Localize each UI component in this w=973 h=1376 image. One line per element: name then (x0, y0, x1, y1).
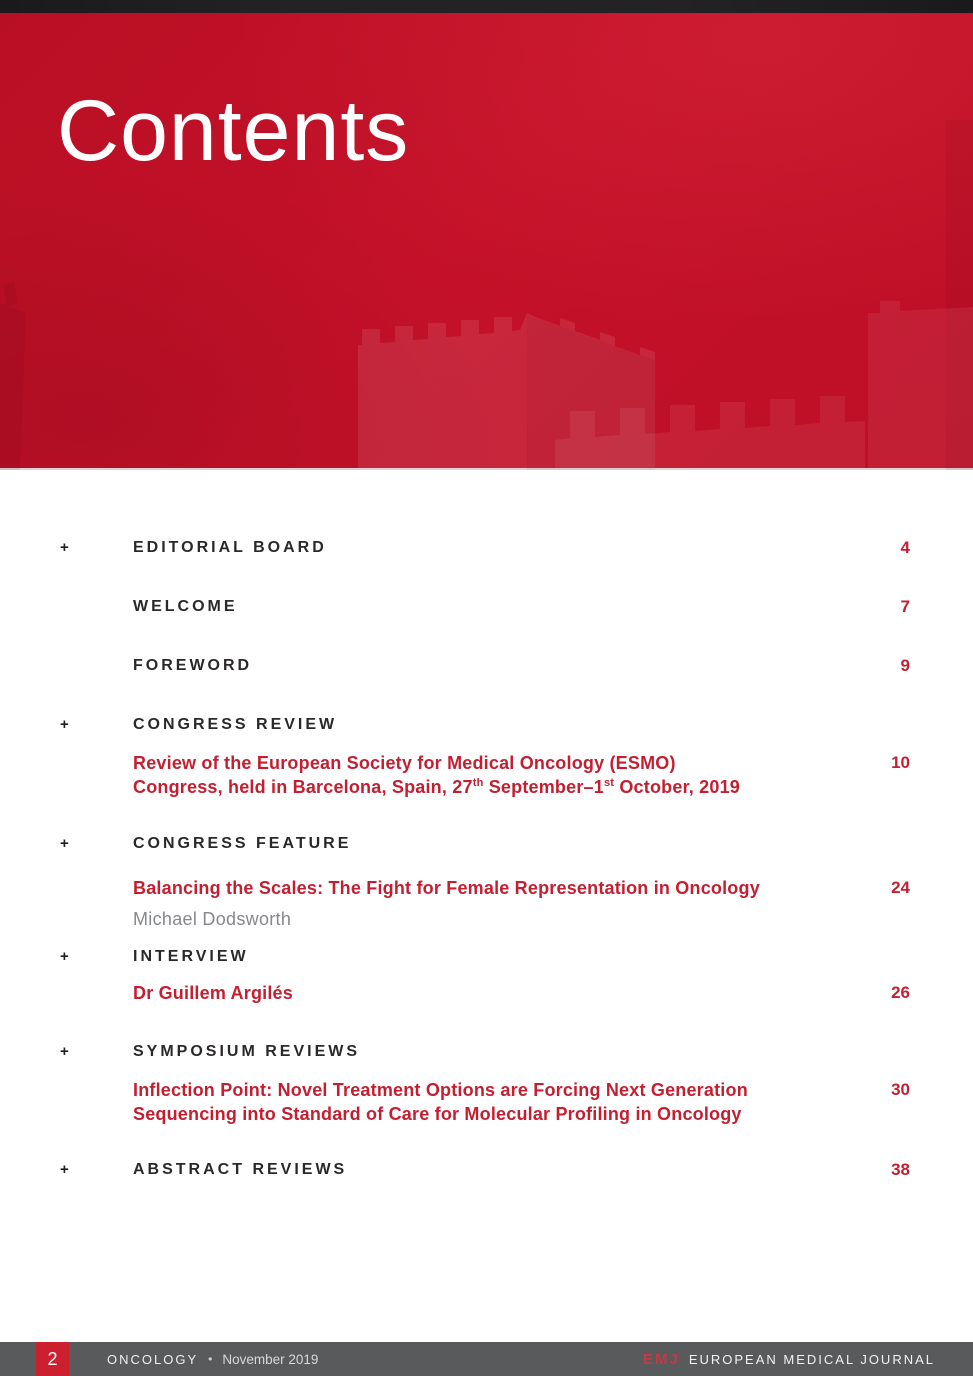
toc-author (133, 907, 880, 931)
footer-brand (643, 1351, 935, 1368)
section-title: WELCOME (133, 598, 238, 615)
section-title: SYMPOSIUM REVIEWS (133, 1043, 361, 1060)
section-title: INTERVIEW (133, 948, 249, 965)
page-number-badge (36, 1342, 69, 1376)
bullet-separator: • (208, 1352, 213, 1366)
article-title-line: Sequencing into Standard of Care for Molecular Profiling in Oncology (133, 1104, 742, 1124)
page-ref: 38 (891, 1160, 910, 1179)
toc-section-label (133, 714, 880, 736)
toc-section-label (133, 833, 880, 855)
plus-marker: + (60, 539, 69, 556)
page-number: 2 (47, 1348, 58, 1369)
toc-row-article (60, 751, 910, 799)
table-of-contents (0, 470, 973, 1181)
toc-section-label (133, 537, 880, 559)
toc-row-section (60, 655, 910, 677)
toc-section-label (133, 946, 880, 968)
toc-article-title (133, 981, 880, 1005)
toc-row-section (60, 946, 910, 968)
page-title: Contents (57, 83, 410, 179)
author-name: Michael Dodsworth (133, 909, 292, 929)
toc-row-article (60, 1078, 910, 1126)
footer-bar (0, 1342, 973, 1376)
castle-silhouette-illustration (0, 13, 973, 470)
plus-marker: + (60, 1043, 69, 1060)
article-title-line: Dr Guillem Argilés (133, 983, 293, 1003)
page-ref: 9 (900, 656, 910, 675)
page-ref: 26 (891, 983, 910, 1002)
plus-marker: + (60, 1161, 69, 1178)
toc-section-label (133, 1041, 880, 1063)
toc-row-author (60, 907, 910, 931)
toc-section-label (133, 655, 880, 677)
section-title: FOREWORD (133, 657, 253, 674)
castle-left-fragment (0, 303, 26, 470)
toc-row-section (60, 833, 910, 855)
toc-row-section (60, 714, 910, 736)
issue-date: November 2019 (222, 1351, 319, 1367)
toc-row-article (60, 876, 910, 900)
emj-logo: EMJ (642, 1350, 680, 1368)
toc-row-article (60, 981, 910, 1005)
footer-issue-info (107, 1352, 318, 1367)
page-ref: 24 (891, 878, 910, 897)
toc-article-title (133, 751, 880, 799)
plus-marker: + (60, 948, 69, 965)
toc-section-label (133, 596, 880, 618)
article-title-line: Review of the European Society for Medical Oncology (ESMO) (133, 753, 676, 773)
toc-article-title (133, 1078, 880, 1126)
section-title: CONGRESS FEATURE (133, 835, 352, 852)
page-ref: 30 (891, 1080, 910, 1099)
plus-marker: + (60, 716, 69, 733)
toc-row-section (60, 537, 910, 559)
castle-right-keep (868, 301, 973, 470)
toc-row-section (60, 1159, 910, 1181)
plus-marker: + (60, 835, 69, 852)
top-dark-strip (0, 0, 973, 13)
toc-section-label (133, 1159, 880, 1181)
page-ref: 10 (891, 753, 910, 772)
article-title-line: Balancing the Scales: The Fight for Female Representation in Oncology (133, 878, 760, 898)
article-title-line: Congress, held in Barcelona, Spain, 27th September–1st October, 2019 (133, 777, 741, 797)
brand-name: EUROPEAN MEDICAL JOURNAL (688, 1351, 935, 1367)
contents-banner (0, 13, 973, 470)
toc-article-title (133, 876, 880, 900)
article-title-line: Inflection Point: Novel Treatment Options are Forcing Next Generation (133, 1080, 748, 1100)
section-title: ABSTRACT REVIEWS (133, 1161, 348, 1178)
page-ref: 4 (900, 538, 910, 557)
castle-left-flag (4, 281, 18, 307)
section-title: CONGRESS REVIEW (133, 716, 338, 733)
toc-row-section (60, 1041, 910, 1063)
section-title: EDITORIAL BOARD (133, 539, 327, 556)
toc-row-section (60, 596, 910, 618)
page-ref: 7 (900, 597, 910, 616)
journal-name: ONCOLOGY (107, 1351, 199, 1367)
